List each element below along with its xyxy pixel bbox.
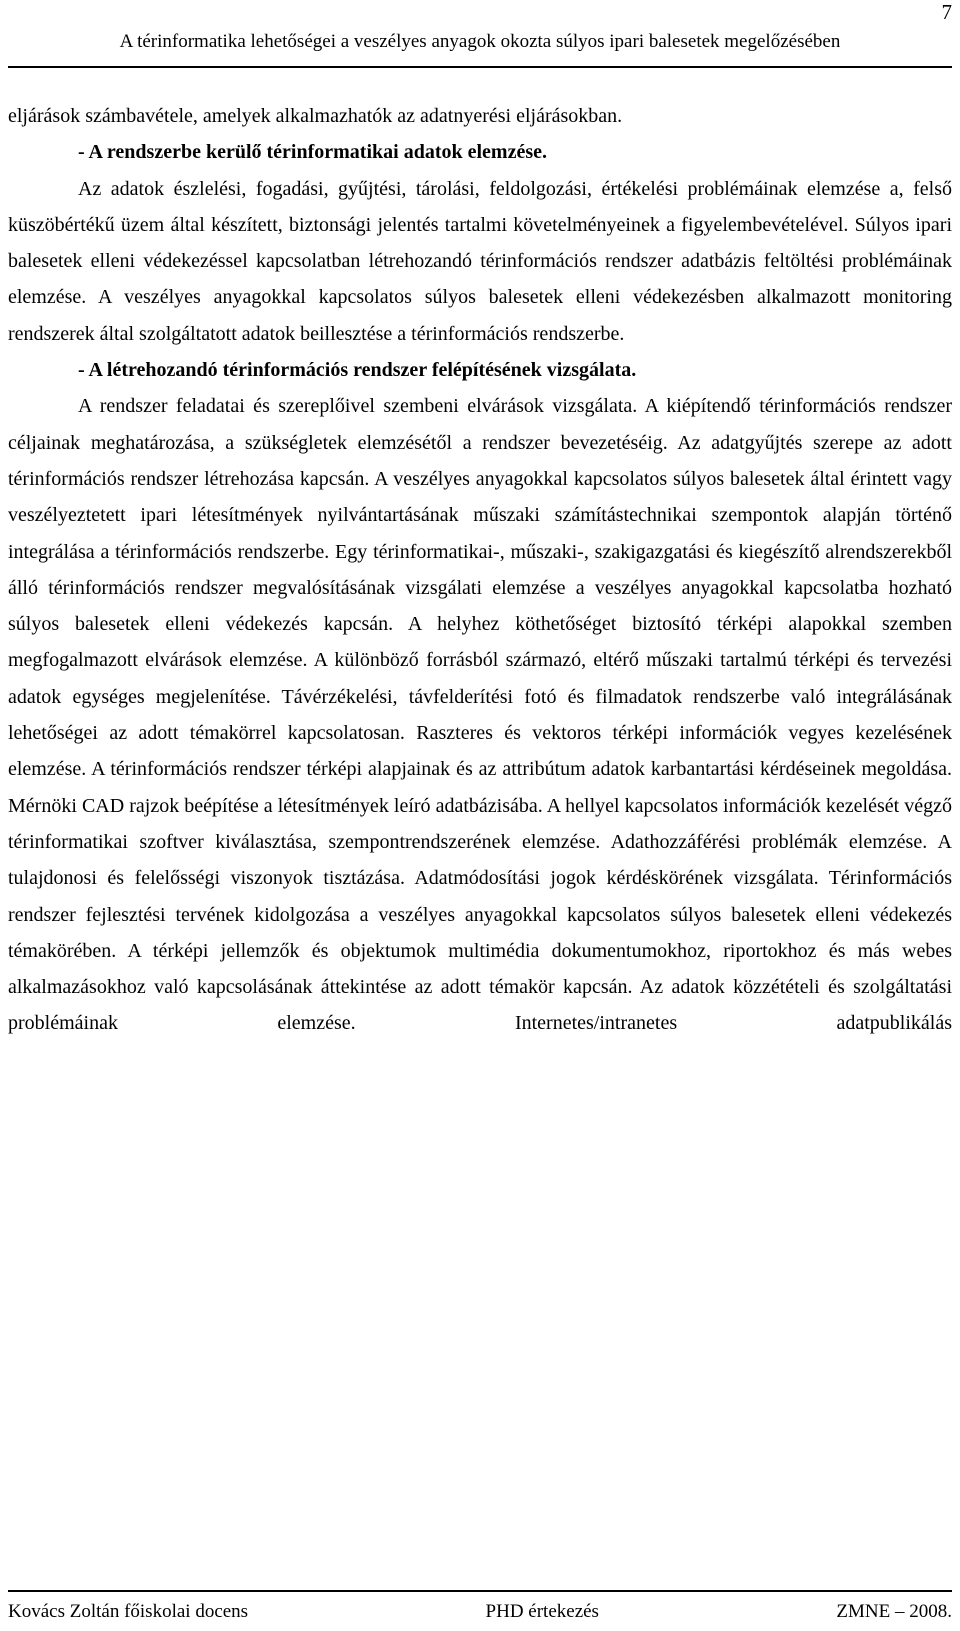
running-header: A térinformatika lehetőségei a veszélyes anyagok okozta súlyos ipari balesetek megelőzésében: [119, 31, 841, 52]
page-number: 7: [941, 0, 952, 24]
header-rule: [8, 66, 952, 68]
page-footer: [8, 1600, 952, 1624]
footer-institution: ZMNE – 2008.: [836, 1601, 952, 1622]
footer-doc-type: PHD értekezés: [485, 1601, 599, 1622]
paragraph-2: Az adatok észlelési, fogadási, gyűjtési, tárolási, feldolgozási, értékelési problémáinak elemzése a, felső küszöbértékű üzem által készített, biztonsági jelentés tartalmi követelményeinek a figyelembevételével. Súlyos ipari balesetek elleni védekezéssel kapcsolatban létrehozandó térinformációs rendszer adatbázis feltöltési problémáinak elemzése. A veszélyes anyagokkal kapcsolatos súlyos balesetek elleni védekezésben alkalmazott monitoring rendszerek által szolgáltatott adatok beillesztése a térinformációs rendszerbe.: [8, 177, 952, 345]
footer-rule: [8, 1590, 952, 1592]
footer-author: Kovács Zoltán főiskolai docens: [8, 1601, 249, 1622]
section-heading-1: - A rendszerbe kerülő térinformatikai adatok elemzése.: [78, 141, 547, 164]
document-body: [8, 98, 952, 1042]
paragraph-3: A rendszer feladatai és szereplőivel szembeni elvárások vizsgálata. A kiépítendő térinformációs rendszer céljainak meghatározása, a szükségletek elemzésétől a rendszer bevezetéséig. Az adatgyűjtés szerepe az adott térinformációs rendszer létrehozása kapcsán. A veszélyes anyagokkal kapcsolatos súlyos balesetek által érintett vagy veszélyeztetett ipari létesítmények nyilvántartásának műszaki számítástechnikai szempontok alapján történő integrálása a térinformációs rendszerbe. Egy térinformatikai-, műszaki-, szakigazgatási és kiegészítő alrendszerekből álló térinformációs rendszer megvalósításának vizsgálati elemzése a veszélyes anyagokkal kapcsolatba hozható súlyos balesetek elleni védekezés kapcsán. A helyhez köthetőséget biztosító térképi alapokkal szemben megfogalmazott elvárások elemzése. A különböző forrásból származó, eltérő műszaki tartalmú térképi és tervezési adatok egységes megjelenítése. Távérzékelési, távfelderítési fotó és filmadatok rendszerbe való integrálásának lehetőségei az adott témakörrel kapcsolatosan. Raszteres és vektoros térképi információk vegyes kezelésének elemzése. A térinformációs rendszer térképi alapjainak és az attribútum adatok karbantartási kérdéseinek megoldása. Mérnöki CAD rajzok beépítése a létesítmények leíró adatbázisába. A hellyel kapcsolatos információk kezelését végző térinformatikai szoftver kiválasztása, szempontrendszerének elemzése. Adathozzáférési problémák elemzése. A tulajdonosi és felelősségi viszonyok tisztázása. Adatmódosítási jogok kérdéskörének vizsgálata. Térinformációs rendszer fejlesztési tervének kidolgozása a veszélyes anyagokkal kapcsolatos súlyos balesetek elleni védekezés témakörében. A térképi jellemzők és objektumok multimédia dokumentumokhoz, riportokhoz és más webes alkalmazásokhoz való kapcsolásának áttekintése az adott témakör kapcsán. Az adatok közzétételi és szolgáltatási problémáinak elemzése. Internetes/intranetes adatpublikálás: [8, 395, 952, 1035]
paragraph-1: eljárások számbavétele, amelyek alkalmazhatók az adatnyerési eljárásokban.: [8, 105, 623, 127]
section-heading-2: - A létrehozandó térinformációs rendszer felépítésének vizsgálata.: [78, 359, 637, 382]
